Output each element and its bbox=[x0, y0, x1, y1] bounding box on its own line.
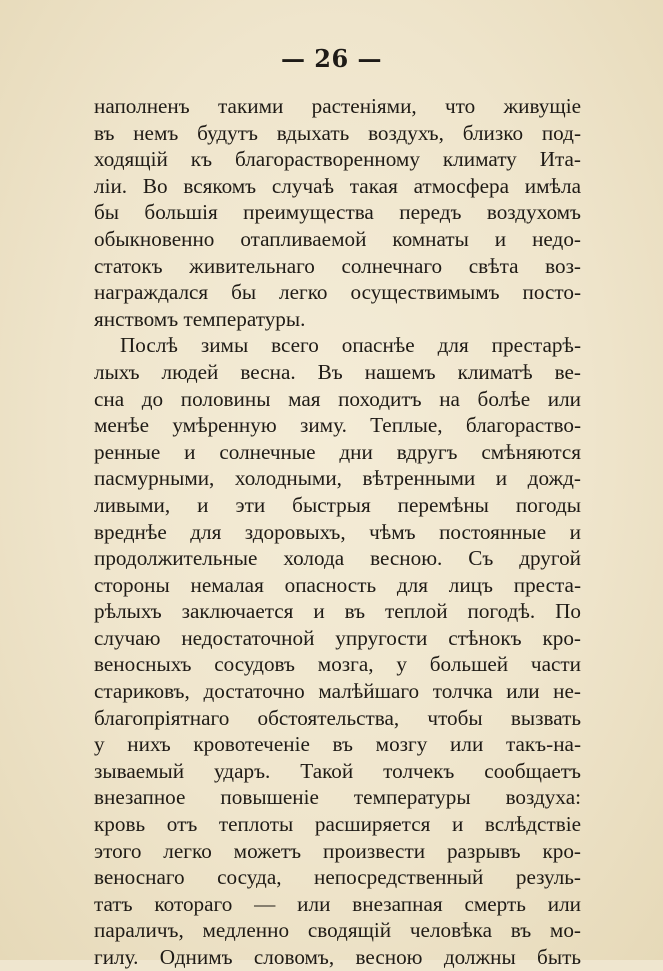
text-line: этого легко можетъ произвести разрывъ кро- bbox=[94, 838, 581, 863]
text-line: внезапное повышеніе температуры воздуха: bbox=[94, 785, 581, 810]
text-line: ходящій къ благорастворенному климату Ита- bbox=[94, 147, 581, 172]
text-line: зываемый ударъ. Такой толчекъ сообщаетъ bbox=[94, 758, 581, 783]
text-line: янствомъ температуры. bbox=[94, 306, 306, 331]
text-line: Послѣ зимы всего опаснѣе для престарѣ- bbox=[120, 333, 581, 358]
text-line: статокъ живительнаго солнечнаго свѣта воз- bbox=[94, 253, 581, 278]
text-line: случаю недостаточной упругости стѣнокъ кро- bbox=[94, 625, 581, 650]
text-line: продолжительные холода весною. Съ другой bbox=[94, 546, 581, 571]
text-line: веноснаго сосуда, непосредственный резуль- bbox=[94, 865, 581, 890]
text-line: лыхъ людей весна. Въ нашемъ климатѣ ве- bbox=[94, 359, 581, 384]
text-line: сна до половины мая походитъ на болѣе или bbox=[94, 386, 581, 411]
text-line: въ немъ будутъ вдыхать воздухъ, близко под- bbox=[94, 120, 581, 145]
text-line: пасмурными, холодными, вѣтренными и дожд- bbox=[94, 466, 581, 491]
text-line: татъ котораго — или внезапная смерть или bbox=[94, 891, 581, 916]
text-line: менѣе умѣренную зиму. Теплые, благораство- bbox=[94, 413, 581, 438]
text-line: кровь отъ теплоты расширяется и вслѣдствіе bbox=[94, 812, 581, 837]
text-line: у нихъ кровотеченіе въ мозгу или такъ-на- bbox=[94, 732, 581, 757]
text-line: наполненъ такими растеніями, что живущіе bbox=[94, 94, 581, 118]
text-line: ліи. Во всякомъ случаѣ такая атмосфера имѣла bbox=[94, 173, 581, 198]
text-line: рѣлыхъ заключается и въ теплой погодѣ. По bbox=[94, 599, 581, 624]
text-line: параличъ, медленно сводящій человѣка въ мо- bbox=[94, 918, 581, 943]
text-line: награждался бы легко осуществимымъ посто- bbox=[94, 280, 581, 305]
text-line: гилу. Однимъ словомъ, весною должны быть bbox=[94, 945, 581, 969]
body-text bbox=[94, 93, 581, 971]
text-line: веносныхъ сосудовъ мозга, у большей части bbox=[94, 652, 581, 677]
text-line: вреднѣе для здоровыхъ, чѣмъ постоянные и bbox=[94, 519, 581, 544]
text-line: бы большія преимущества передъ воздухомъ bbox=[94, 200, 581, 225]
text-line: обыкновенно отапливаемой комнаты и недо- bbox=[94, 226, 581, 251]
text-line: стороны немалая опасность для лицъ преста- bbox=[94, 572, 581, 597]
text-line: ренные и солнечные дни вдругъ смѣняются bbox=[94, 439, 581, 464]
page-number: — 26 — bbox=[280, 44, 383, 73]
text-line: ливыми, и эти быстрыя перемѣны погоды bbox=[94, 492, 581, 517]
text-line: стариковъ, достаточно малѣйшаго толчка или не- bbox=[94, 679, 581, 704]
text-line: благопріятнаго обстоятельства, чтобы вызвать bbox=[94, 705, 581, 730]
